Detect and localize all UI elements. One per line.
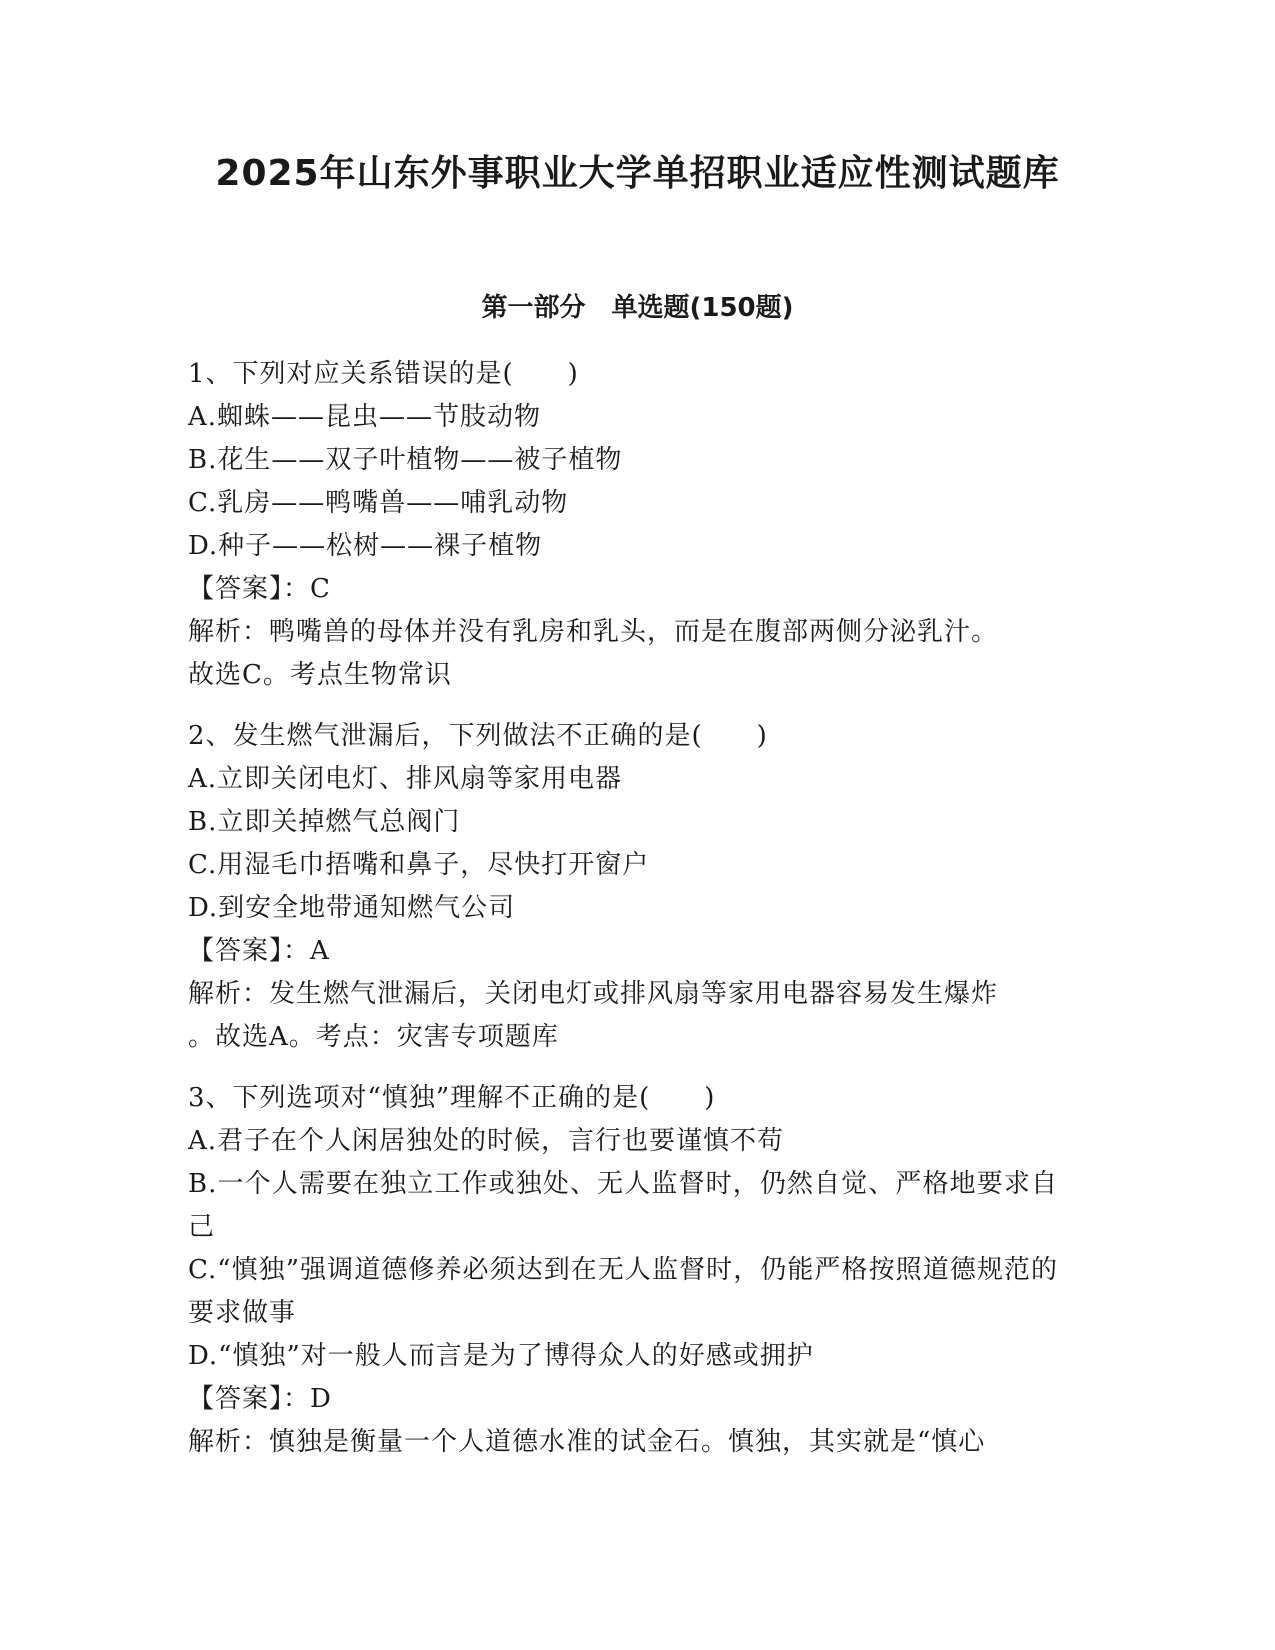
- option-a: A.蜘蛛——昆虫——节肢动物: [188, 402, 542, 432]
- option-d: D.到安全地带通知燃气公司: [188, 893, 516, 923]
- answer-label: 【答案】：: [188, 1384, 311, 1414]
- option-d: D.“慎独”对一般人而言是为了博得众人的好感或拥护: [188, 1341, 814, 1371]
- analysis-line: 解析：发生燃气泄漏后，关闭电灯或排风扇等家用电器容易发生爆炸: [188, 979, 999, 1009]
- answer: [188, 930, 1058, 973]
- option-c: C.乳房——鸭嘴兽——哺乳动物: [188, 488, 569, 518]
- analysis-line: 解析：鸭嘴兽的母体并没有乳房和乳头，而是在腹部两侧分泌乳汁。: [188, 617, 999, 647]
- answer: [188, 568, 1058, 611]
- option-d: D.种子——松树——裸子植物: [188, 531, 543, 561]
- option-c: C.用湿毛巾捂嘴和鼻子，尽快打开窗户: [188, 850, 650, 880]
- question-list: [188, 353, 1058, 1482]
- question-stem: 1、下列对应关系错误的是( ): [188, 359, 579, 389]
- option-b: B.立即关掉燃气总阀门: [188, 807, 461, 837]
- option-a: A.君子在个人闲居独处的时候，言行也要谨慎不苟: [188, 1126, 785, 1156]
- answer-value: D: [310, 1384, 332, 1414]
- question-1: [188, 353, 1058, 697]
- question-stem: 2、发生燃气泄漏后，下列做法不正确的是( ): [188, 721, 768, 751]
- option-b: B.花生——双子叶植物——被子植物: [188, 445, 623, 475]
- option-c: C.“慎独”强调道德修养必须达到在无人监督时，仍能严格按照道德规范的要求做事: [188, 1255, 1058, 1328]
- question-3: [188, 1077, 1058, 1464]
- question-2: [188, 715, 1058, 1059]
- question-stem: 3、下列选项对“慎独”理解不正确的是( ): [188, 1083, 716, 1113]
- analysis-line: 故选C。考点生物常识: [188, 660, 452, 690]
- option-a: A.立即关闭电灯、排风扇等家用电器: [188, 764, 623, 794]
- analysis-line: 解析：慎独是衡量一个人道德水准的试金石。慎独，其实就是“慎心: [188, 1427, 986, 1457]
- answer: [188, 1378, 1058, 1421]
- option-b: B.一个人需要在独立工作或独处、无人监督时，仍然自觉、严格地要求自己: [188, 1169, 1058, 1242]
- answer-label: 【答案】：: [188, 574, 311, 604]
- answer-value: A: [310, 936, 330, 966]
- analysis-line: 。故选A。考点：灾害专项题库: [188, 1022, 559, 1052]
- document-title: 2025年山东外事职业大学单招职业适应性测试题库: [215, 153, 1060, 194]
- section-title: 第一部分 单选题(150题): [481, 293, 794, 323]
- answer-label: 【答案】：: [188, 936, 311, 966]
- answer-value: C: [310, 574, 331, 604]
